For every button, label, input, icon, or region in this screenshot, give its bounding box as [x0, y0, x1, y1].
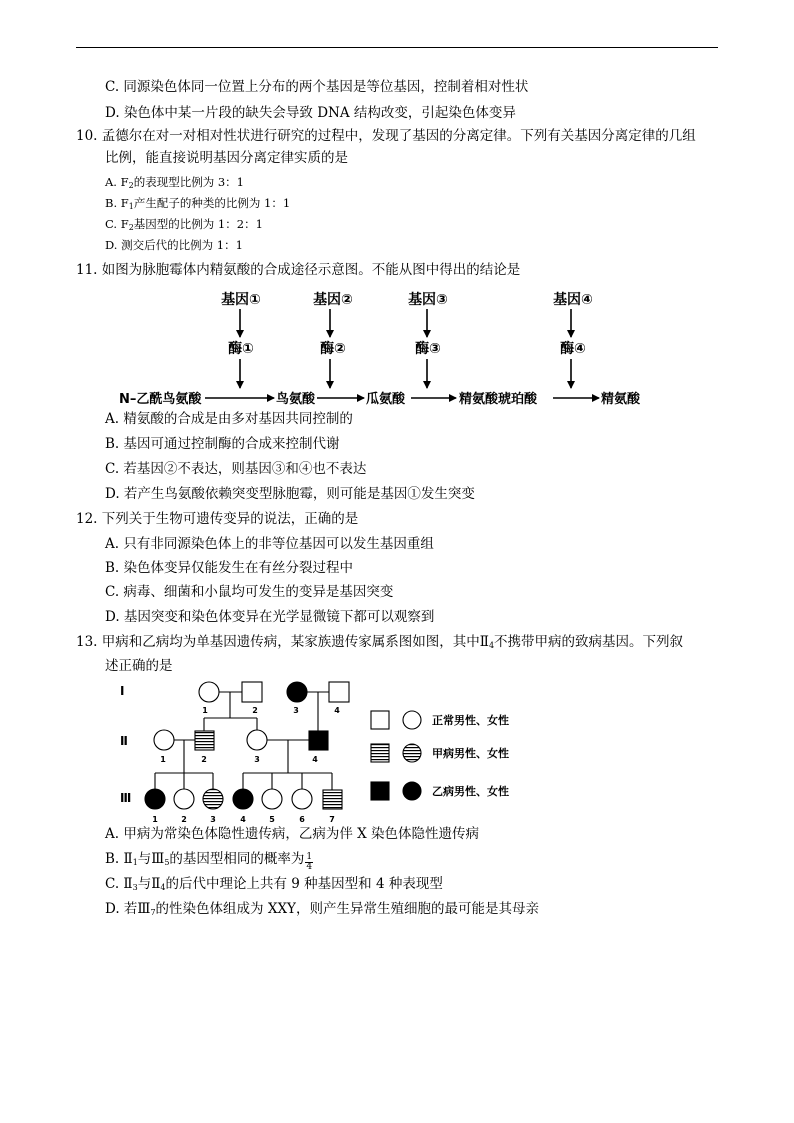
- q13-stem: 13. 甲病和乙病均为单基因遗传病，某家族遗传家属系图如图，其中$Ⅱ_4$不携带甲病的致病基因。下列叙: [76, 634, 684, 650]
- III5-number: 5: [269, 815, 275, 824]
- fraction-one-quarter: $\frac{1}{4}$: [306, 852, 313, 872]
- citrulline-label: 瓜氨酸: [366, 392, 406, 407]
- n-acetylornithine-label: N–乙酰鸟氨酸: [119, 392, 202, 407]
- generation-III-label: Ⅲ: [120, 791, 132, 805]
- legend-disease-a-male-symbol: [371, 744, 389, 762]
- q12-option-d: D. 基因突变和染色体变异在光学显微镜下都可以观察到: [105, 609, 435, 625]
- q9-option-c: C. 同源染色体同一位置上分布的两个基因是等位基因，控制着相对性状: [105, 79, 529, 95]
- I4-number: 4: [334, 706, 340, 715]
- II3-number: 3: [254, 755, 260, 764]
- q10-option-a: A. $F_2$的表现型比例为 3：1: [105, 175, 244, 190]
- enzyme-1-label: 酶①: [228, 341, 254, 357]
- gene-1-label: 基因①: [221, 292, 261, 308]
- gene-4-label: 基因④: [553, 292, 593, 308]
- I2-number: 2: [252, 706, 258, 715]
- I4-normal-male: [329, 682, 349, 702]
- III1-disease-b-female: [145, 789, 165, 809]
- generation-I-label: Ⅰ: [120, 684, 125, 698]
- q13-stem-cont: 述正确的是: [105, 658, 173, 674]
- III3-number: 3: [210, 815, 216, 824]
- III6-normal-female: [292, 789, 312, 809]
- argininosuccinate-label: 精氨酸琥珀酸: [459, 392, 538, 407]
- q12-option-c: C. 病毒、细菌和小鼠均可发生的变异是基因突变: [105, 584, 394, 600]
- III2-normal-female: [174, 789, 194, 809]
- q13-option-b: B. $Ⅱ_1$与$Ⅲ_5$的基因型相同的概率为 $\frac{1}{4}$: [105, 851, 313, 872]
- q11-option-a: A. 精氨酸的合成是由多对基因共同控制的: [105, 411, 353, 427]
- II4-disease-b-male: [309, 731, 328, 750]
- II1-normal-female: [154, 730, 174, 750]
- III7-disease-a-male: [323, 790, 342, 809]
- q10-option-d: D. 测交后代的比例为 1：1: [105, 238, 243, 252]
- q12-stem: 12. 下列关于生物可遗传变异的说法，正确的是: [76, 511, 359, 527]
- legend-disease-a-female-symbol: [403, 744, 421, 762]
- legend-normal-male-symbol: [371, 711, 389, 729]
- q12-option-a: A. 只有非同源染色体上的非等位基因可以发生基因重组: [105, 536, 434, 552]
- I3-number: 3: [293, 706, 299, 715]
- III4-disease-b-female: [233, 789, 253, 809]
- q13-option-c: C. $Ⅱ_3$与$Ⅱ_4$的后代中理论上共有 9 种基因型和 4 种表现型: [105, 876, 443, 892]
- II1-number: 1: [160, 755, 166, 764]
- III4-number: 4: [240, 815, 246, 824]
- legend-normal-label: 正常男性、女性: [432, 714, 509, 727]
- I1-normal-female: [199, 682, 219, 702]
- q11-option-c: C. 若基因②不表达，则基因③和④也不表达: [105, 461, 367, 477]
- q10-option-b: B. $F_1$产生配子的种类的比例为 1：1: [105, 196, 291, 211]
- II3-normal-female: [247, 730, 267, 750]
- enzyme-3-label: 酶③: [415, 341, 441, 357]
- II2-disease-a-male: [195, 731, 214, 750]
- I3-disease-b-female: [287, 682, 307, 702]
- q11-option-b: B. 基因可通过控制酶的合成来控制代谢: [105, 436, 340, 452]
- q13-option-a: A. 甲病为常染色体隐性遗传病，乙病为伴 X 染色体隐性遗传病: [105, 826, 480, 842]
- q11-option-d: D. 若产生鸟氨酸依赖突变型脉胞霉，则可能是基因①发生突变: [105, 486, 475, 502]
- I2-normal-male: [242, 682, 262, 702]
- ornithine-label: 鸟氨酸: [276, 392, 316, 407]
- enzyme-2-label: 酶②: [320, 341, 346, 357]
- legend-normal-female-symbol: [403, 711, 421, 729]
- q9-option-d: D. 染色体中某一片段的缺失会导致 DNA 结构改变，引起染色体变异: [105, 105, 516, 121]
- legend-disease-a-label: 甲病男性、女性: [432, 747, 509, 760]
- III2-number: 2: [181, 815, 187, 824]
- legend-disease-b-female-symbol: [403, 782, 421, 800]
- q10-option-c: C. $F_2$基因型的比例为 1：2：1: [105, 217, 263, 232]
- III5-normal-female: [262, 789, 282, 809]
- III3-disease-a-female: [203, 789, 223, 809]
- legend-disease-b-male-symbol: [371, 782, 389, 800]
- arginine-label: 精氨酸: [601, 392, 641, 407]
- gene-2-label: 基因②: [313, 292, 353, 308]
- enzyme-4-label: 酶④: [560, 341, 586, 357]
- II4-number: 4: [312, 755, 318, 764]
- III6-number: 6: [299, 815, 305, 824]
- III1-number: 1: [152, 815, 158, 824]
- q10-stem-cont: 比例，能直接说明基因分离定律实质的是: [105, 150, 348, 166]
- III7-number: 7: [329, 815, 335, 824]
- q13-option-d: D. 若$Ⅲ_7$的性染色体组成为 XXY，则产生异常生殖细胞的最可能是其母亲: [105, 901, 539, 917]
- legend-disease-b-label: 乙病男性、女性: [432, 785, 509, 798]
- q10-stem: 10. 孟德尔在对一对相对性状进行研究的过程中，发现了基因的分离定律。下列有关基因分离定律的几组: [76, 128, 696, 144]
- gene-3-label: 基因③: [408, 292, 448, 308]
- q12-option-b: B. 染色体变异仅能发生在有丝分裂过程中: [105, 560, 354, 576]
- q11-stem: 11. 如图为脉胞霉体内精氨酸的合成途径示意图。不能从图中得出的结论是: [76, 262, 521, 278]
- generation-II-label: Ⅱ: [120, 734, 128, 748]
- II2-number: 2: [201, 755, 207, 764]
- I1-number: 1: [202, 706, 208, 715]
